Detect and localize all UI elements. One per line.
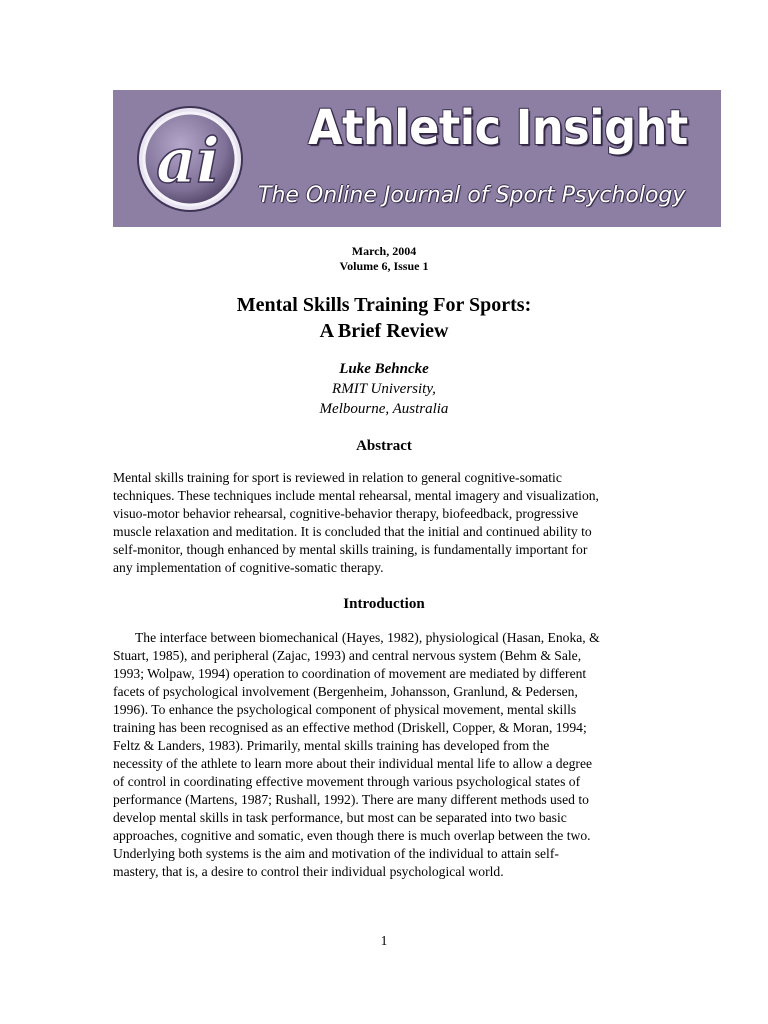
introduction-text	[113, 629, 673, 881]
journal-title: Athletic Insight	[308, 100, 688, 156]
introduction-line: The interface between biomechanical (Hayes, 1982), physiological (Hasan, Enoka, &	[135, 630, 600, 645]
abstract-line: visuo-motor behavior rehearsal, cognitive-behavior therapy, biofeedback, progressive	[113, 506, 579, 521]
article-title-line: A Brief Review	[319, 320, 449, 342]
introduction-line: necessity of the athlete to learn more about their individual mental life to allow a degree	[113, 756, 593, 771]
abstract-line: self-monitor, though enhanced by mental skills training, is fundamentally important for	[113, 542, 588, 557]
abstract-line: Mental skills training for sport is reviewed in relation to general cognitive-somatic	[113, 470, 562, 485]
introduction-line: approaches, cognitive and somatic, even though there is much overlap between the two.	[113, 828, 591, 843]
introduction-line: Underlying both systems is the aim and motivation of the individual to attain self-	[113, 846, 559, 861]
introduction-line: Stuart, 1985), and peripheral (Zajac, 1993) and central nervous system (Behm & Sale,	[113, 648, 582, 663]
introduction-line: performance (Martens, 1987; Rushall, 1992). There are many different methods used to	[113, 792, 589, 807]
introduction-line: of control in coordinating effective movement through various psychological states of	[113, 774, 581, 789]
introduction-line: develop mental skills in task performance, but most can be separated into two basic	[113, 810, 567, 825]
issue-date: March, 2004	[351, 244, 417, 258]
introduction-line: 1996). To enhance the psychological component of physical movement, mental skills	[113, 702, 577, 717]
page-number: 1	[380, 933, 388, 948]
journal-logo-icon	[135, 104, 245, 214]
introduction-heading: Introduction	[343, 596, 425, 612]
introduction-line: mastery, that is, a desire to control their individual psychological world.	[113, 864, 504, 879]
article-title-line: Mental Skills Training For Sports:	[236, 294, 532, 316]
author-affiliation: RMIT University,	[332, 381, 436, 397]
author-block	[113, 359, 655, 419]
introduction-line: facets of psychological involvement (Bergenheim, Johansson, Granlund, & Pedersen,	[113, 684, 578, 699]
abstract-line: muscle relaxation and meditation. It is concluded that the initial and continued ability to	[113, 524, 592, 539]
introduction-line: 1993; Wolpaw, 1994) operation to coordination of movement are mediated by different	[113, 666, 587, 681]
article-title	[113, 292, 655, 344]
journal-subtitle: The Online Journal of Sport Psychology	[258, 183, 686, 208]
introduction-line: training has been recognised as an effective method (Driskell, Copper, & Moran, 1994;	[113, 720, 587, 735]
abstract-text	[113, 469, 673, 577]
logo-text: ai	[156, 124, 220, 197]
issue-info	[113, 244, 655, 274]
author-affiliation: Melbourne, Australia	[319, 401, 449, 417]
issue-volume: Volume 6, Issue 1	[339, 259, 429, 273]
abstract-line: techniques. These techniques include mental rehearsal, mental imagery and visualization,	[113, 488, 599, 503]
abstract-heading: Abstract	[356, 438, 412, 454]
journal-banner	[113, 90, 721, 227]
abstract-line: any implementation of cognitive-somatic therapy.	[113, 560, 384, 575]
author-name: Luke Behncke	[339, 361, 429, 377]
introduction-line: Feltz & Landers, 1983). Primarily, mental skills training has developed from the	[113, 738, 550, 753]
